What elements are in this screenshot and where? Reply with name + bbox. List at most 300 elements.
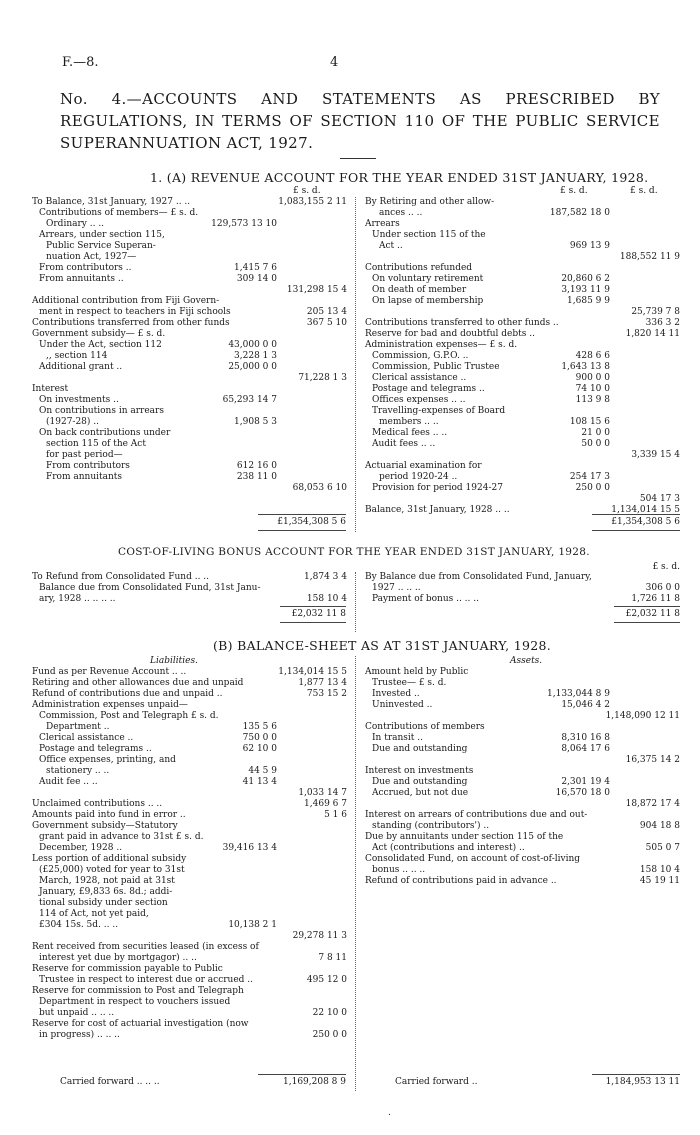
line-item-amount: 1,820 14 11 (625, 329, 680, 339)
line-item (365, 329, 680, 340)
line-item-label: Audit fees .. .. (372, 439, 436, 449)
line-item-label: Refund of contributions due and unpaid .. (32, 689, 223, 699)
carried-forward-label: Carried forward .. (395, 1077, 478, 1087)
liabilities-carried-forward (60, 1077, 346, 1088)
line-item (32, 942, 347, 953)
line-item-subamount: 135 5 6 (242, 722, 277, 732)
revenue-right-total-rule (592, 514, 680, 515)
line-item-amount: 904 18 8 (639, 821, 680, 831)
line-item-amount: 504 17 3 (639, 494, 680, 504)
line-item-label: Due and outstanding (372, 744, 468, 754)
line-item-label: tional subsidy under section (39, 898, 168, 908)
line-item-amount: 131,298 15 4 (286, 285, 347, 295)
bonus-right-side (365, 572, 680, 605)
line-item-amount: 250 0 0 (312, 1030, 347, 1040)
line-item-amount: 3,339 15 4 (631, 450, 680, 460)
bonus-left-total-rule (280, 606, 346, 607)
bonus-account-title: COST-OF-LIVING BONUS ACCOUNT FOR THE YEAR ENDED 31ST JANUARY, 1928. (118, 546, 590, 558)
line-item (32, 219, 347, 230)
line-item (32, 898, 347, 909)
line-item-label: Trustee— £ s. d. (372, 678, 447, 688)
line-item-label: To Balance, 31st January, 1927 .. .. (32, 197, 191, 207)
line-item (365, 667, 680, 678)
carried-forward-label: Carried forward .. .. .. (60, 1077, 160, 1087)
line-item-amount: 1,134,014 15 5 (278, 667, 347, 677)
line-item (32, 986, 347, 997)
line-item (32, 711, 347, 722)
line-item-label: By Balance due from Consolidated Fund, January, (365, 572, 592, 582)
line-item (32, 755, 347, 766)
line-item (365, 810, 680, 821)
line-item-subamount: 254 17 3 (569, 472, 610, 482)
line-item (32, 975, 347, 986)
line-item-label: Due by annuitants under section 115 of the (365, 832, 564, 842)
line-item-amount: 1,134,014 15 5 (611, 505, 680, 515)
line-item (32, 208, 347, 219)
line-item (365, 439, 680, 450)
line-item-label: Department .. (46, 722, 110, 732)
line-item-subamount: 900 0 0 (575, 373, 610, 383)
line-item-label: Refund of contributions paid in advance .. (365, 876, 557, 886)
line-item-label: Amounts paid into fund in error .. (32, 810, 186, 820)
line-item (32, 766, 347, 777)
line-item-label: Balance, 31st January, 1928 .. .. (365, 505, 510, 515)
line-item-label: stationery .. .. (46, 766, 110, 776)
line-item (32, 1008, 347, 1019)
line-item (365, 766, 680, 777)
line-item (365, 252, 680, 263)
line-item-subamount: 3,193 11 9 (561, 285, 610, 295)
line-item-label: Postage and telegrams .. (39, 744, 152, 754)
line-item (32, 241, 347, 252)
line-item-label: Audit fee .. .. (39, 777, 98, 787)
line-item (365, 274, 680, 285)
line-item (32, 230, 347, 241)
line-item (365, 854, 680, 865)
line-item-subamount: 62 10 0 (242, 744, 277, 754)
line-item-label: Additional grant .. (39, 362, 123, 372)
line-item-subamount: 129,573 13 10 (211, 219, 277, 229)
line-item-subamount: 238 11 0 (236, 472, 277, 482)
line-item (365, 373, 680, 384)
line-item (365, 733, 680, 744)
line-item (32, 395, 347, 406)
line-item (32, 953, 347, 964)
line-item (32, 810, 347, 821)
line-item-label: 114 of Act, not yet paid, (39, 909, 149, 919)
line-item (365, 744, 680, 755)
line-item (365, 395, 680, 406)
line-item-amount: 5 1 6 (324, 810, 347, 820)
line-item-label: ary, 1928 .. .. .. .. (39, 594, 116, 604)
line-item (32, 799, 347, 810)
line-item-label: Administration expenses— £ s. d. (365, 340, 518, 350)
line-item-label: Ordinary .. .. (46, 219, 105, 229)
line-item (365, 799, 680, 810)
line-item (365, 689, 680, 700)
assets-carried-rule (592, 1074, 680, 1075)
line-item (365, 450, 680, 461)
line-item-label: Rent received from securities leased (in excess of (32, 942, 259, 952)
line-item-label: Contributions transferred from other funds (32, 318, 230, 328)
line-item-amount: 495 12 0 (306, 975, 347, 985)
line-item (32, 1030, 347, 1041)
line-item-label: Government subsidy—Statutory (32, 821, 178, 831)
line-item-label: Medical fees .. .. (372, 428, 448, 438)
line-item (365, 678, 680, 689)
line-item (32, 678, 347, 689)
line-item-subamount: 428 6 6 (575, 351, 610, 361)
title-divider (340, 158, 376, 159)
line-item (32, 340, 347, 351)
line-item-label: Actuarial examination for (365, 461, 482, 471)
line-item (365, 285, 680, 296)
line-item-subamount: 750 0 0 (242, 733, 277, 743)
carried-forward-amount: 1,184,953 13 11 (605, 1077, 680, 1087)
line-item (32, 931, 347, 942)
line-item-label: members .. .. (379, 417, 439, 427)
line-item-amount: 505 0 7 (645, 843, 680, 853)
line-item-subamount: 187,582 18 0 (549, 208, 610, 218)
line-item-subamount: 1,908 5 3 (234, 417, 277, 427)
line-item-label: Additional contribution from Fiji Govern- (32, 296, 220, 306)
line-item-subamount: 44 5 9 (248, 766, 277, 776)
line-item (32, 1019, 347, 1030)
line-item (365, 843, 680, 854)
line-item-label: Contributions refunded (365, 263, 473, 273)
line-item (32, 689, 347, 700)
line-item-amount: 367 5 10 (306, 318, 347, 328)
line-item (365, 241, 680, 252)
line-item (365, 307, 680, 318)
line-item-label: ,, section 114 (46, 351, 108, 361)
line-item (365, 594, 680, 605)
line-item-label: period 1920-24 .. (379, 472, 458, 482)
line-item-subamount: 10,138 2 1 (228, 920, 277, 930)
line-item-subamount: 8,310 16 8 (561, 733, 610, 743)
line-item (32, 997, 347, 1008)
line-item-label: (£25,000) voted for year to 31st (39, 865, 185, 875)
line-item-label: Balance due from Consolidated Fund, 31st Janu- (39, 583, 261, 593)
line-item-subamount: 612 16 0 (236, 461, 277, 471)
line-item (32, 252, 347, 263)
line-item-label: section 115 of the Act (46, 439, 146, 449)
line-item (365, 219, 680, 230)
line-item (32, 373, 347, 384)
line-item-label: Administration expenses unpaid— (32, 700, 188, 710)
revenue-right-total: £1,354,308 5 6 (611, 517, 680, 527)
line-item-amount: 188,552 11 9 (619, 252, 680, 262)
line-item-label: Reserve for cost of actuarial investigation (now (32, 1019, 249, 1029)
line-item-label: Uninvested .. (372, 700, 433, 710)
line-item-amount: 158 10 4 (306, 594, 347, 604)
liabilities-side (32, 667, 347, 1041)
line-item (32, 417, 347, 428)
line-item-amount: 306 0 0 (645, 583, 680, 593)
line-item (365, 876, 680, 887)
line-item (32, 700, 347, 711)
line-item (365, 417, 680, 428)
line-item (365, 865, 680, 876)
bonus-right-total-underline (614, 622, 680, 623)
line-item (365, 362, 680, 373)
bonus-right-total: £2,032 11 8 (625, 609, 680, 619)
line-item-amount: 1,877 13 4 (298, 678, 347, 688)
line-item-label: Arrears (365, 219, 400, 229)
line-item-label: Clerical assistance .. (39, 733, 134, 743)
line-item-label: On lapse of membership (372, 296, 484, 306)
line-item-label: Interest on arrears of contributions due and out- (365, 810, 588, 820)
line-item-label: Travelling-expenses of Board (372, 406, 506, 416)
bonus-right-total-rule (614, 606, 680, 607)
line-item (32, 876, 347, 887)
line-item-label: Amount held by Public (365, 667, 469, 677)
bonus-left-total-underline (280, 622, 346, 623)
carried-forward-amount: 1,169,208 8 9 (283, 1077, 346, 1087)
line-item-label: On back contributions under (39, 428, 171, 438)
line-item-label: On voluntary retirement (372, 274, 484, 284)
line-item (365, 351, 680, 362)
revenue-left-side (32, 197, 347, 494)
line-item-label: Contributions transferred to other funds .. (365, 318, 559, 328)
line-item-subamount: 1,415 7 6 (234, 263, 277, 273)
line-item-subamount: 3,228 1 3 (234, 351, 277, 361)
revenue-account-title: 1. (A) REVENUE ACCOUNT FOR THE YEAR ENDED 31ST JANUARY, 1928. (150, 170, 649, 185)
revenue-left-total-rule (258, 514, 346, 515)
line-item-label: Retiring and other allowances due and unpaid (32, 678, 244, 688)
line-item (32, 351, 347, 362)
line-item-label: Office expenses, printing, and (39, 755, 176, 765)
line-item-label: From contributors (46, 461, 130, 471)
line-item-amount: 205 13 4 (306, 307, 347, 317)
line-item (365, 230, 680, 241)
line-item (365, 197, 680, 208)
line-item-label: Act .. (379, 241, 403, 251)
line-item-subamount: 2,301 19 4 (561, 777, 610, 787)
line-item-label: January, £9,833 6s. 8d.; addi- (39, 887, 173, 897)
line-item-label: Interest on investments (365, 766, 474, 776)
line-item-subamount: 1,643 13 8 (561, 362, 610, 372)
line-item-label: nuation Act, 1927— (46, 252, 137, 262)
line-item-amount: 753 15 2 (306, 689, 347, 699)
line-item (32, 920, 347, 931)
revenue-left-total-underline (258, 530, 346, 531)
line-item (365, 384, 680, 395)
line-item-label: Department in respect to vouchers issued (39, 997, 231, 1007)
line-item-label: Less portion of additional subsidy (32, 854, 187, 864)
line-item (32, 594, 347, 605)
line-item (365, 755, 680, 766)
balance-sheet-title: (B) BALANCE-SHEET AS AT 31ST JANUARY, 1928. (213, 638, 552, 653)
line-item-label: Arrears, under section 115, (39, 230, 165, 240)
line-item-label: Commission, G.P.O. .. (372, 351, 469, 361)
line-item (32, 667, 347, 678)
line-item-label: Payment of bonus .. .. .. (372, 594, 479, 604)
line-item (365, 832, 680, 843)
line-item (32, 788, 347, 799)
line-item (32, 744, 347, 755)
line-item (365, 483, 680, 494)
bonus-column-separator (355, 572, 356, 632)
line-item-subamount: 309 14 0 (236, 274, 277, 284)
line-item-label: In transit .. (372, 733, 423, 743)
line-item (365, 821, 680, 832)
line-item (32, 572, 347, 583)
line-item-label: Reserve for commission to Post and Telegraph (32, 986, 244, 996)
main-title: No. 4.—ACCOUNTS AND STATEMENTS AS PRESCRIBED BY REGULATIONS, IN TERMS OF SECTION 110 OF THE PUBLIC SERVICE SUPERANNUATION ACT, 1927. (60, 90, 660, 152)
line-item-amount: 22 10 0 (312, 1008, 347, 1018)
line-item (32, 843, 347, 854)
line-item (32, 329, 347, 340)
line-item (32, 583, 347, 594)
line-item-label: ances .. .. (379, 208, 423, 218)
line-item (32, 722, 347, 733)
line-item-label: for past period— (46, 450, 123, 460)
line-item-amount: 1,469 6 7 (304, 799, 347, 809)
line-item-subamount: 65,293 14 7 (222, 395, 277, 405)
line-item-label: Offices expenses .. .. (372, 395, 466, 405)
line-item-subamount: 25,000 0 0 (228, 362, 277, 372)
line-item (32, 362, 347, 373)
line-item (32, 909, 347, 920)
line-item-label: Reserve for bad and doubtful debts .. (365, 329, 535, 339)
line-item-label: On death of member (372, 285, 467, 295)
revenue-left-col-heading: £ s. d. (293, 186, 321, 196)
line-item-amount: 1,874 3 4 (304, 572, 347, 582)
line-item (32, 733, 347, 744)
line-item-label: To Refund from Consolidated Fund .. .. (32, 572, 210, 582)
line-item (32, 296, 347, 307)
line-item-label: On investments .. (39, 395, 119, 405)
line-item (32, 832, 347, 843)
line-item (32, 439, 347, 450)
line-item-amount: 18,872 17 4 (625, 799, 680, 809)
balance-column-separator (355, 656, 356, 1091)
bonus-left-total: £2,032 11 8 (291, 609, 346, 619)
line-item-label: but unpaid .. .. .. (39, 1008, 115, 1018)
line-item-amount: 1,726 11 8 (631, 594, 680, 604)
line-item-amount: 68,053 6 10 (292, 483, 347, 493)
line-item (365, 318, 680, 329)
line-item (32, 406, 347, 417)
line-item (32, 865, 347, 876)
line-item (32, 964, 347, 975)
report-code: F.—8. (62, 55, 99, 70)
line-item-amount: 29,278 11 3 (292, 931, 347, 941)
line-item-label: grant paid in advance to 31st £ s. d. (39, 832, 204, 842)
line-item (365, 788, 680, 799)
line-item (32, 854, 347, 865)
assets-heading: Assets. (510, 656, 543, 666)
line-item-amount: 16,375 14 2 (625, 755, 680, 765)
line-item-subamount: 39,416 13 4 (222, 843, 277, 853)
line-item-subamount: 21 0 0 (581, 428, 610, 438)
line-item-subamount: 41 13 4 (242, 777, 277, 787)
line-item-label: Commission, Post and Telegraph £ s. d. (39, 711, 219, 721)
line-item (32, 263, 347, 274)
line-item-label: Fund as per Revenue Account .. .. (32, 667, 187, 677)
line-item (32, 821, 347, 832)
line-item (365, 722, 680, 733)
line-item (32, 428, 347, 439)
line-item-label: By Retiring and other allow- (365, 197, 495, 207)
line-item-label: Under section 115 of the (372, 230, 486, 240)
line-item-amount: 158 10 4 (639, 865, 680, 875)
line-item-label: December, 1928 .. (39, 843, 123, 853)
line-item-label: Contributions of members— £ s. d. (39, 208, 199, 218)
line-item-subamount: 8,064 17 6 (561, 744, 610, 754)
line-item-label: From annuitants .. (39, 274, 124, 284)
line-item (365, 494, 680, 505)
line-item-subamount: 969 13 9 (569, 241, 610, 251)
line-item-label: Provision for period 1924-27 (372, 483, 503, 493)
line-item-label: interest yet due by mortgagor) .. .. (39, 953, 197, 963)
line-item (32, 197, 347, 208)
line-item-label: Interest (32, 384, 69, 394)
line-item (365, 572, 680, 583)
bonus-left-side (32, 572, 347, 605)
line-item-label: Reserve for commission payable to Public (32, 964, 223, 974)
line-item-label: 1927 .. .. .. (372, 583, 421, 593)
line-item-label: Under the Act, section 112 (39, 340, 162, 350)
line-item-label: bonus .. .. .. (372, 865, 426, 875)
line-item (365, 583, 680, 594)
revenue-left-total: £1,354,308 5 6 (277, 517, 346, 527)
line-item-subamount: 1,133,044 8 9 (547, 689, 610, 699)
line-item-amount: 336 3 2 (645, 318, 680, 328)
page-number: 4 (330, 55, 339, 70)
line-item-subamount: 15,046 4 2 (561, 700, 610, 710)
line-item-label: From annuitants (46, 472, 123, 482)
revenue-right-side (365, 197, 680, 516)
line-item (32, 274, 347, 285)
line-item-label: Trustee in respect to interest due or accrued .. (39, 975, 254, 985)
line-item-amount: 1,083,155 2 11 (278, 197, 347, 207)
line-item-label: £304 15s. 5d. .. .. (39, 920, 119, 930)
line-item-subamount: 20,860 6 2 (561, 274, 610, 284)
line-item-label: Government subsidy— £ s. d. (32, 329, 166, 339)
line-item-subamount: 250 0 0 (575, 483, 610, 493)
line-item-amount: 7 8 11 (318, 953, 347, 963)
line-item-label: From contributors .. (39, 263, 132, 273)
line-item-label: Contributions of members (365, 722, 485, 732)
assets-carried-forward (395, 1077, 680, 1088)
line-item-amount: 45 19 11 (639, 876, 680, 886)
revenue-right-total-underline (592, 530, 680, 531)
line-item (32, 483, 347, 494)
line-item-subamount: 113 9 8 (575, 395, 610, 405)
line-item-amount: 71,228 1 3 (298, 373, 347, 383)
line-item (365, 472, 680, 483)
line-item (32, 461, 347, 472)
line-item-amount: 1,033 14 7 (298, 788, 347, 798)
line-item-label: Act (contributions and interest) .. (372, 843, 525, 853)
line-item (32, 318, 347, 329)
line-item-amount: 1,148,090 12 11 (605, 711, 680, 721)
line-item-label: Commission, Public Trustee (372, 362, 500, 372)
line-item-label: Accrued, but not due (372, 788, 469, 798)
line-item (365, 296, 680, 307)
line-item (32, 777, 347, 788)
line-item-label: Due and outstanding (372, 777, 468, 787)
revenue-column-separator (355, 197, 356, 532)
line-item-label: Invested .. (372, 689, 420, 699)
line-item (365, 208, 680, 219)
line-item-label: standing (contributors') .. (372, 821, 490, 831)
line-item (365, 428, 680, 439)
line-item-subamount: 108 15 6 (569, 417, 610, 427)
line-item-label: Clerical assistance .. (372, 373, 467, 383)
